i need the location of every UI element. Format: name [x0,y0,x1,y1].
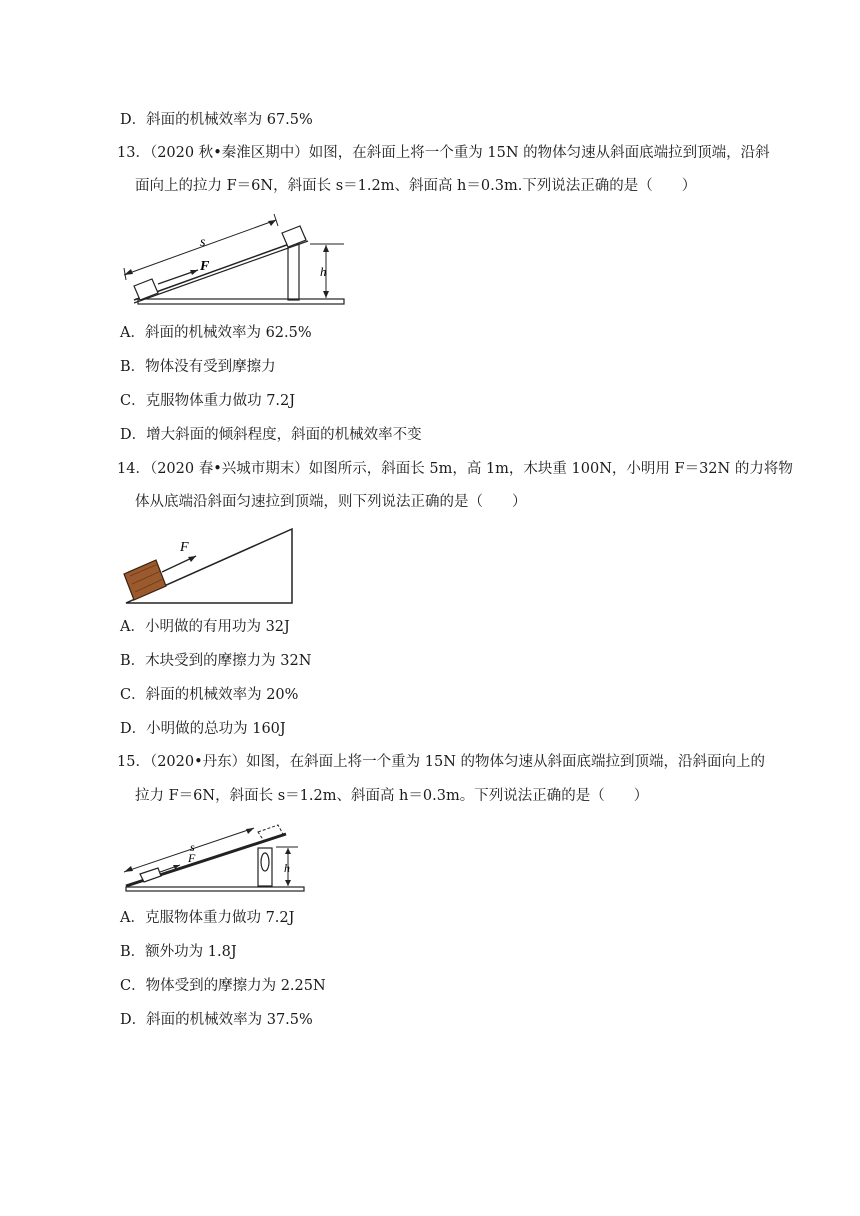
question-14-text-line2: 体从底端沿斜面匀速拉到顶端，则下列说法正确的是（ ） [135,494,527,510]
q15-incline-figure [118,820,308,896]
question-14-text-line1: 14．（2020 春•兴城市期末）如图所示，斜面长 5m，高 1m，木块重 100N，小明用 F＝32N 的力将物 [117,461,793,477]
q13-option-d: D．增大斜面的倾斜程度，斜面的机械效率不变 [120,427,422,443]
question-15-text-line2: 拉力 F＝6N，斜面长 s＝1.2m、斜面高 h＝0.3m。下列说法正确的是（ ） [135,788,649,804]
q15-option-b: B．额外功为 1.8J [120,944,237,960]
q13-label-h: h [320,264,327,279]
q15-option-c: C．物体受到的摩擦力为 2.25N [120,978,326,994]
wooden-block-icon [124,560,166,600]
question-13-text-line2: 面向上的拉力 F＝6N，斜面长 s＝1.2m、斜面高 h＝0.3m.下列说法正确的是（ ） [135,178,697,194]
q14-option-b: B．木块受到的摩擦力为 32N [120,653,312,669]
q14-option-d: D．小明做的总功为 160J [120,721,286,737]
q14-label-f: F [180,540,189,555]
q15-option-d: D．斜面的机械效率为 37.5% [120,1012,313,1028]
question-15-text-line1: 15．（2020•丹东）如图，在斜面上将一个重为 15N 的物体匀速从斜面底端拉到顶端，沿斜面向上的 [117,754,766,770]
q13-label-s: s [200,235,206,250]
q13-option-a: A．斜面的机械效率为 62.5% [120,325,312,341]
q15-label-h: h [284,861,290,875]
q15-label-f: F [188,851,196,865]
q14-option-a: A．小明做的有用功为 32J [120,619,290,635]
q15-option-a: A．克服物体重力做功 7.2J [120,910,295,926]
question-13-text-line1: 13．（2020 秋•秦淮区期中）如图，在斜面上将一个重为 15N 的物体匀速从斜面底端拉到顶端，沿斜 [117,145,770,161]
option-d-prev: D．斜面的机械效率为 67.5% [120,112,313,128]
q13-option-b: B．物体没有受到摩擦力 [120,359,276,375]
q13-incline-figure [118,208,348,310]
q13-option-c: C．克服物体重力做功 7.2J [120,393,296,409]
q15-label-s: s [190,840,195,854]
q13-label-f: F [200,259,210,274]
q14-incline-figure [118,526,298,608]
q14-option-c: C．斜面的机械效率为 20% [120,687,299,703]
